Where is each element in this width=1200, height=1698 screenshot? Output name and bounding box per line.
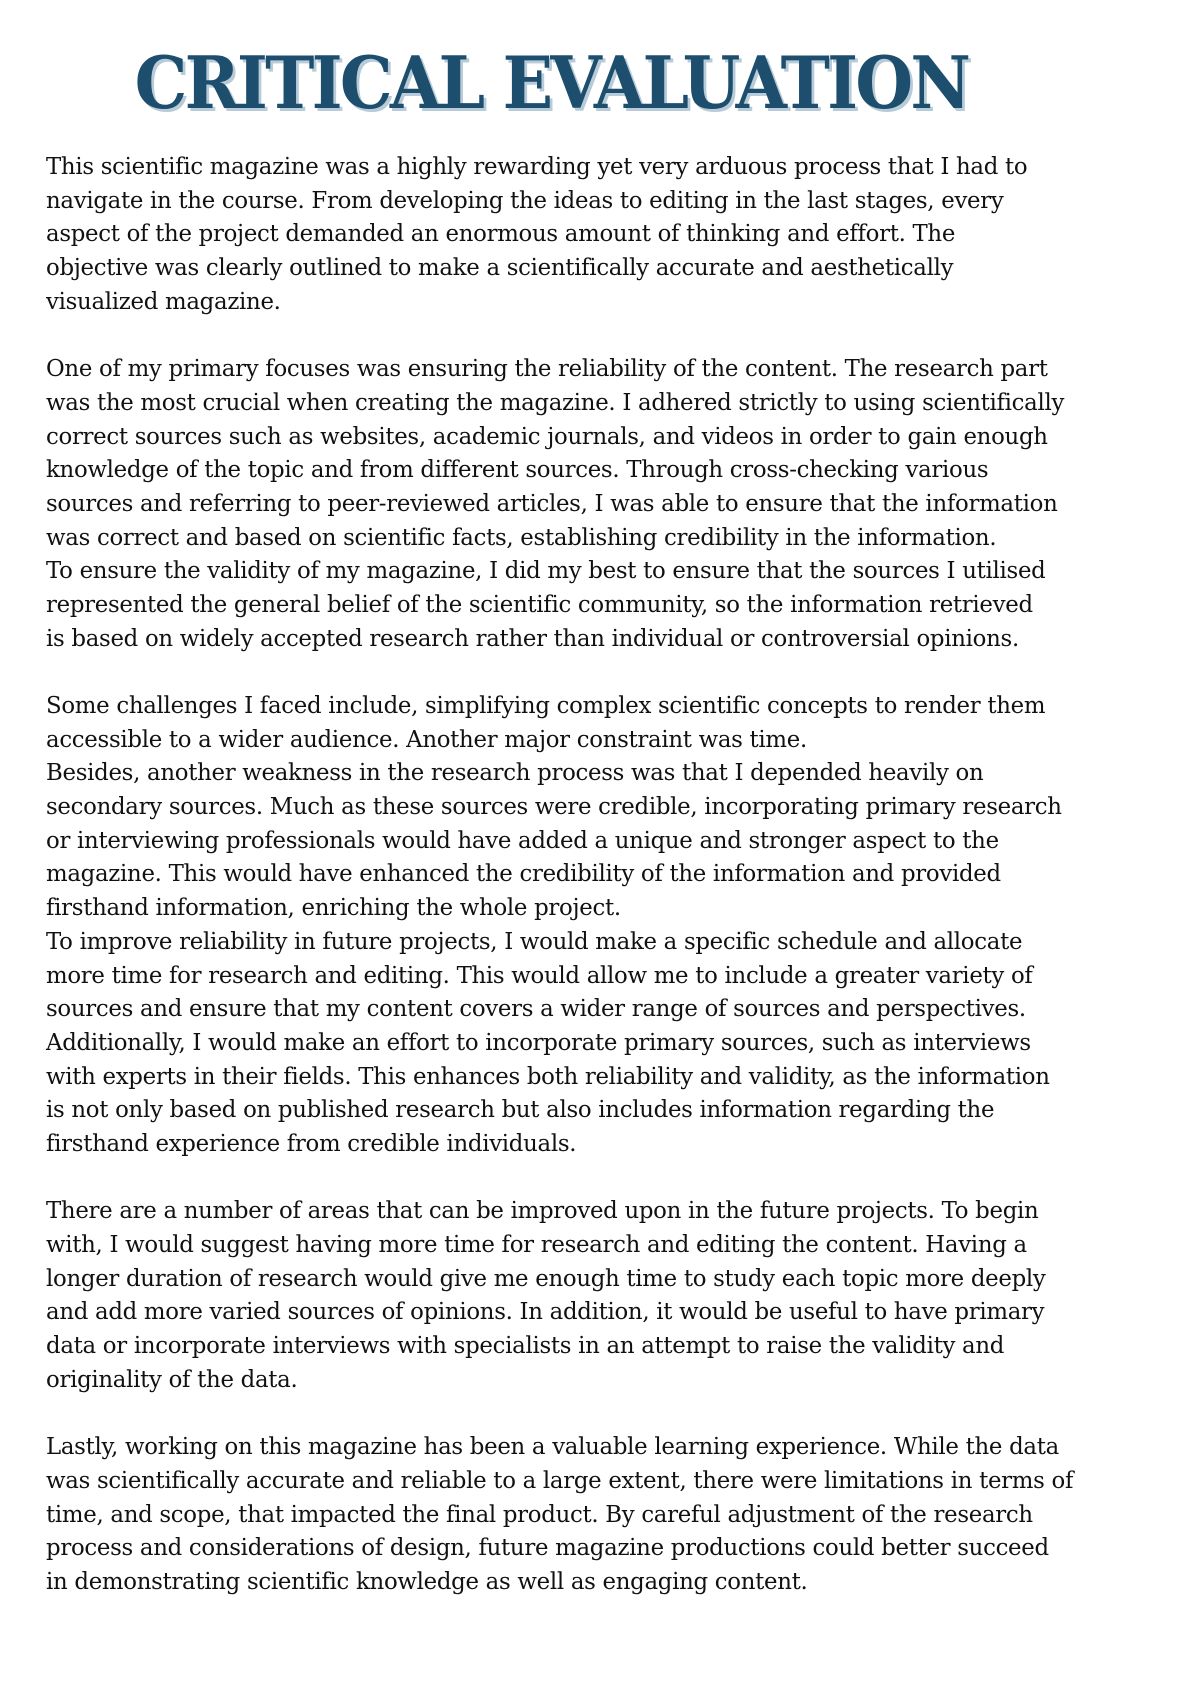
- text-line: with, I would suggest having more time for research and editing the content. Having a: [46, 1232, 1027, 1258]
- paragraph-gap: [46, 1162, 1176, 1196]
- text-line: process and considerations of design, future magazine productions could better succeed: [46, 1535, 1049, 1562]
- text-line: knowledge of the topic and from different sources. Through cross-checking various: [46, 457, 989, 484]
- paragraph-1: [46, 151, 1176, 319]
- text-line: magazine. This would have enhanced the credibility of the information and provided: [46, 861, 1001, 888]
- text-line: originality of the data.: [46, 1366, 298, 1393]
- text-line: and add more varied sources of opinions. In addition, it would be useful to have primary: [46, 1299, 1045, 1326]
- text-line: Besides, another weakness in the research process was that I depended heavily on: [46, 760, 984, 787]
- text-line: or interviewing professionals would have added a unique and stronger aspect to the: [46, 827, 999, 854]
- text-line: One of my primary focuses was ensuring the reliability of the content. The research part: [46, 356, 1048, 383]
- text-line: To ensure the validity of my magazine, I did my best to ensure that the sources I utilised: [46, 558, 1046, 585]
- text-line: data or incorporate interviews with specialists in an attempt to raise the validity and: [46, 1333, 1005, 1360]
- text-line: This scientific magazine was a highly rewarding yet very arduous process that I had to: [46, 154, 1028, 180]
- text-line: time, and scope, that impacted the final product. By careful adjustment of the research: [46, 1501, 1033, 1528]
- text-line: Lastly, working on this magazine has been a valuable learning experience. While the data: [46, 1434, 1059, 1461]
- text-line: firsthand information, enriching the whole project.: [46, 895, 621, 922]
- text-line: visualized magazine.: [46, 288, 281, 315]
- text-line: accessible to a wider audience. Another major constraint was time.: [46, 726, 807, 753]
- paragraph-gap: [46, 656, 1176, 690]
- paragraph-2: [46, 353, 1176, 656]
- text-line: was correct and based on scientific facts, establishing credibility in the information.: [46, 524, 997, 551]
- paragraph-5: [46, 1431, 1176, 1599]
- text-line: represented the general belief of the scientific community, so the information retrieved: [46, 591, 1033, 618]
- text-line: in demonstrating scientific knowledge as well as engaging content.: [46, 1568, 808, 1595]
- text-line: secondary sources. Much as these sources were credible, incorporating primary research: [46, 794, 1062, 821]
- text-line: sources and referring to peer-reviewed articles, I was able to ensure that the information: [46, 490, 1058, 517]
- text-line: is based on widely accepted research rather than individual or controversial opinions.: [46, 625, 1019, 652]
- text-line: sources and ensure that my content covers a wider range of sources and perspectives.: [46, 996, 1026, 1023]
- text-line: was scientifically accurate and reliable to a large extent, there were limitations in terms of: [46, 1467, 1074, 1494]
- text-line: firsthand experience from credible individuals.: [46, 1130, 577, 1157]
- text-line: Some challenges I faced include, simplifying complex scientific concepts to render them: [46, 693, 1046, 719]
- text-line: Additionally, I would make an effort to incorporate primary sources, such as interviews: [46, 1029, 1031, 1056]
- text-line: correct sources such as websites, academic journals, and videos in order to gain enough: [46, 423, 1048, 450]
- paragraph-gap: [46, 319, 1176, 353]
- paragraph-4: [46, 1195, 1176, 1397]
- text-line: is not only based on published research but also includes information regarding the: [46, 1097, 995, 1124]
- paragraph-3: [46, 690, 1176, 1162]
- text-line: To improve reliability in future projects, I would make a specific schedule and allocate: [46, 928, 1023, 955]
- text-line: was the most crucial when creating the magazine. I adhered strictly to using scientifically: [46, 389, 1065, 416]
- page-title: CRITICAL EVALUATION: [134, 40, 969, 125]
- document-body: [46, 151, 1176, 1600]
- text-line: with experts in their fields. This enhances both reliability and validity, as the information: [46, 1063, 1050, 1090]
- text-line: more time for research and editing. This would allow me to include a greater variety of: [46, 962, 1033, 989]
- text-line: objective was clearly outlined to make a scientifically accurate and aesthetically: [46, 255, 954, 282]
- text-line: aspect of the project demanded an enormous amount of thinking and effort. The: [46, 221, 956, 248]
- text-line: navigate in the course. From developing the ideas to editing in the last stages, every: [46, 187, 1004, 214]
- text-line: There are a number of areas that can be improved upon in the future projects. To begin: [46, 1198, 1039, 1225]
- text-line: longer duration of research would give me enough time to study each topic more deeply: [46, 1265, 1046, 1292]
- paragraph-gap: [46, 1397, 1176, 1431]
